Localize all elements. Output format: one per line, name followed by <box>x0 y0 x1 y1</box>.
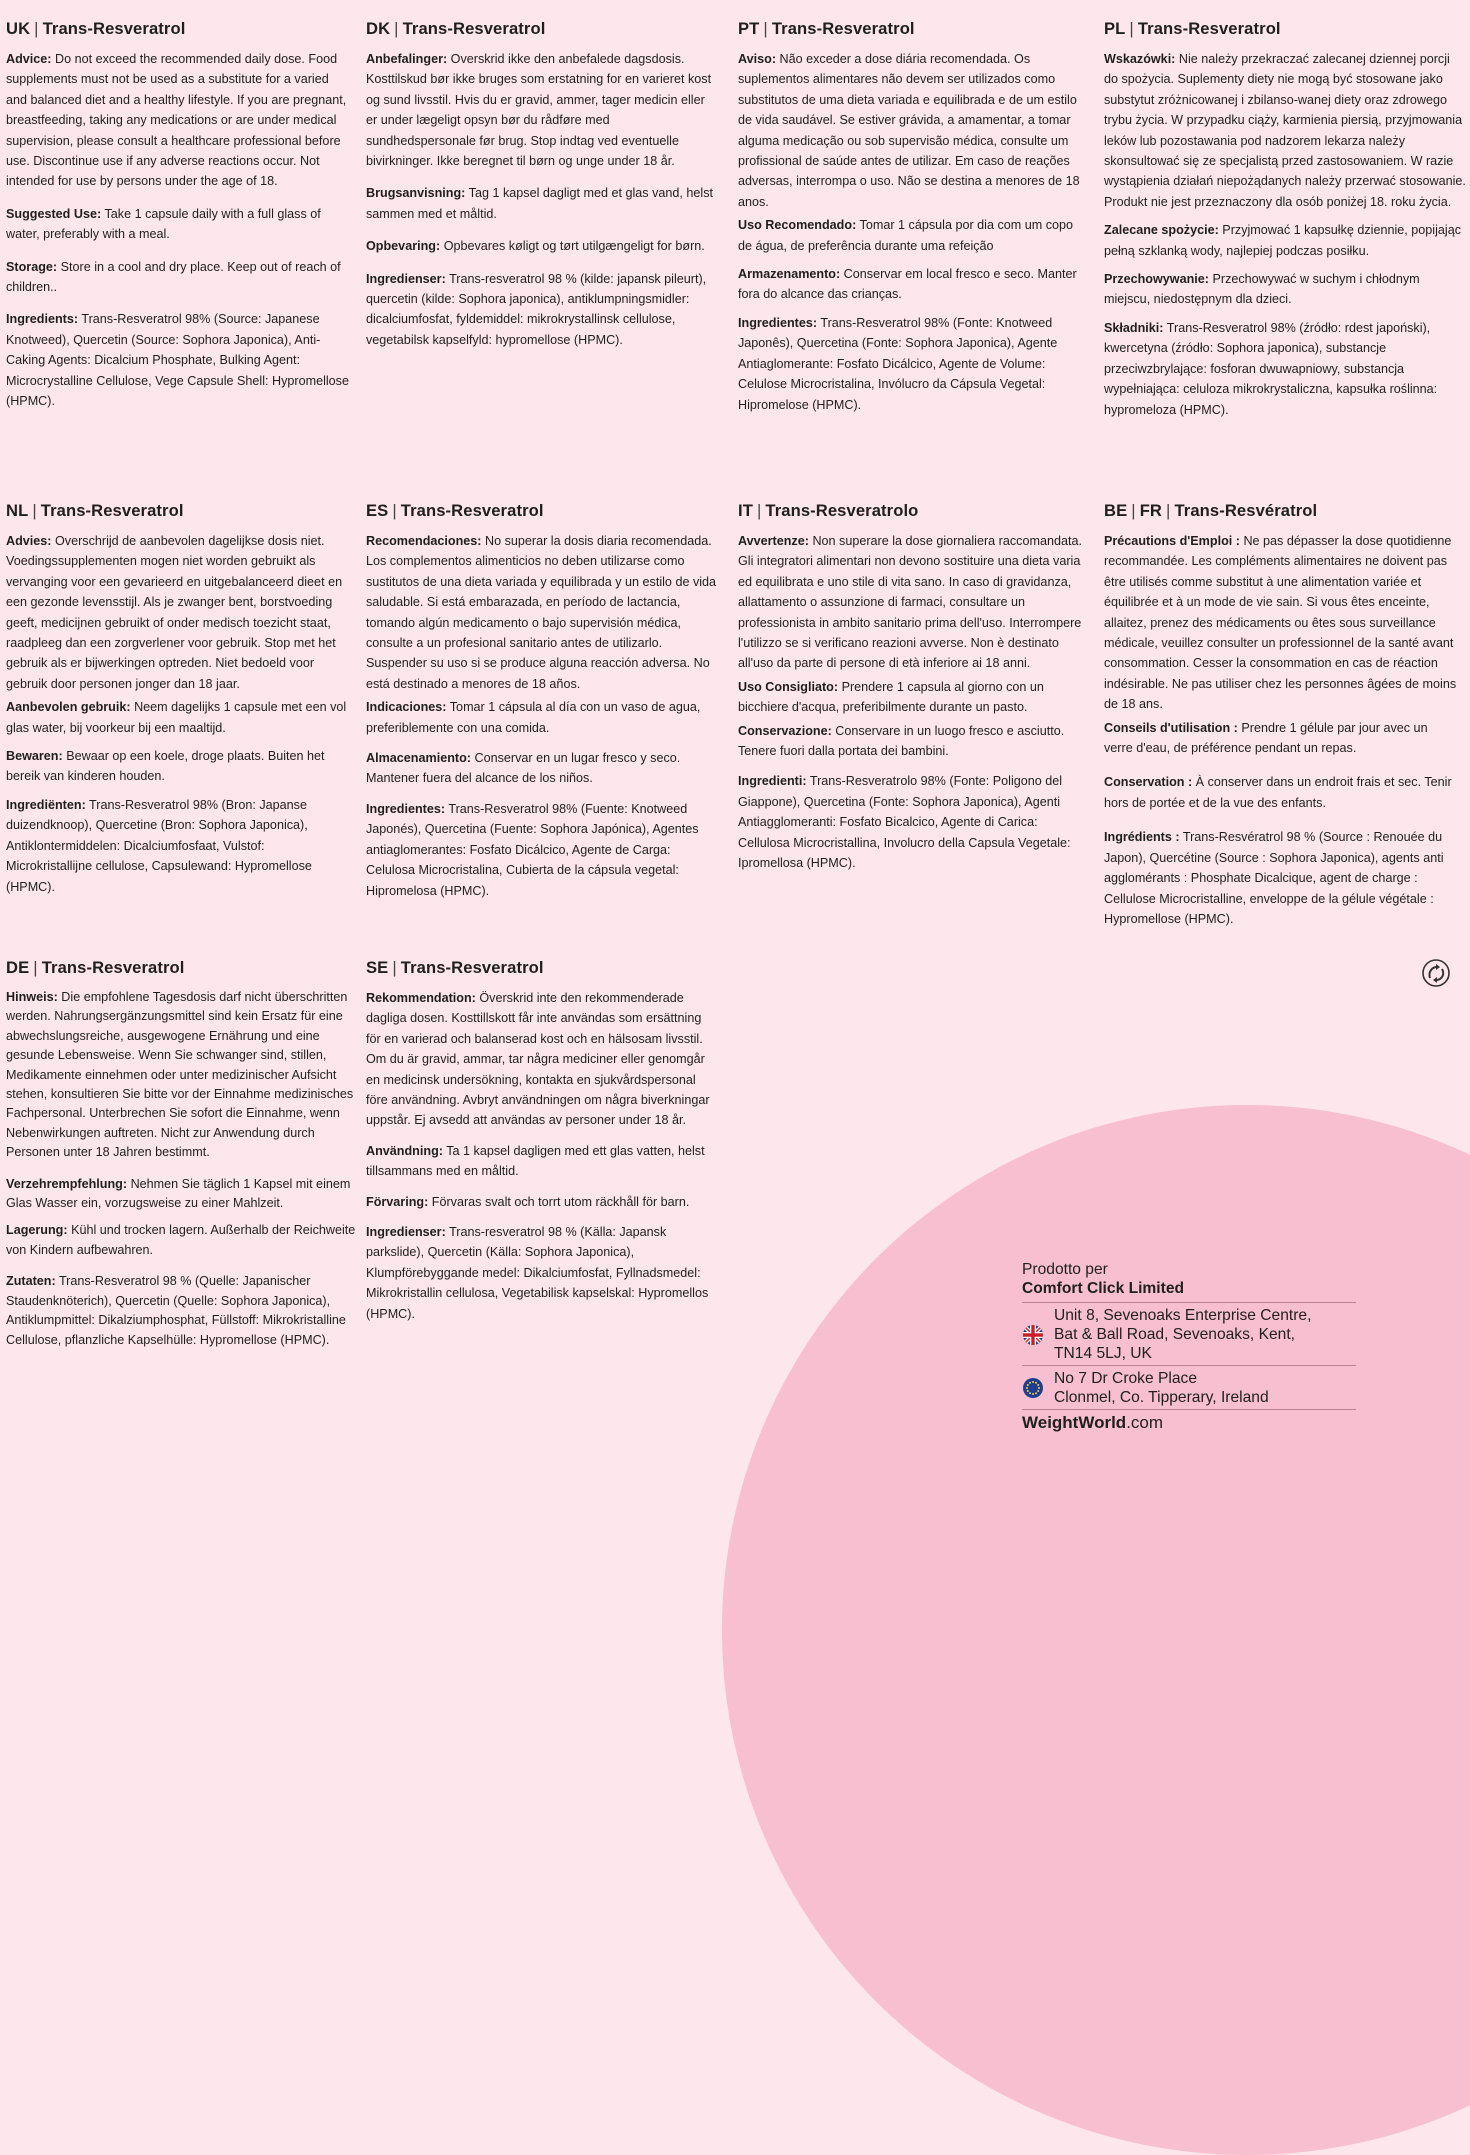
advice-text: Wskazówki: Nie należy przekraczać zalecanej dziennej porcji do spożycia. Suplementy diety nie mogą być stosowane jako substytut zróżnicowanej i zbilanso-wanej diety oraz zdrowego trybu życia. W przypadku ciąży, karmienia piersią, przyjmowania leków lub pozostawania pod nadzorem lekarza należy skonsultować się ze specjalistą przed zastosowaniem. W razie wystąpienia działań niepożądanych należy przerwać stosowanie. Produkt nie jest przeznaczony dla osób poniżej 18. roku życia. <box>1104 52 1466 209</box>
section-de <box>6 957 356 1358</box>
storage-text: Armazenamento: Conservar em local fresco e seco. Manter fora do alcance das crianças. <box>738 267 1077 302</box>
section-dk <box>366 18 716 358</box>
storage-text: Conservation : À conserver dans un endroit frais et sec. Tenir hors de portée et de la vue des enfants. <box>1104 775 1452 810</box>
section-it <box>738 500 1083 877</box>
section-pt <box>738 18 1080 418</box>
ingredients-text: Ingredientes: Trans-Resveratrol 98% (Fonte: Knotweed Japonês), Quercetina (Fonte: Sophora Japonica), Agente Antiaglomerante: Fosfato Dicálcico, Agente de Volume: Celulose Microcristalina, Invólucro da Cápsula Vegetal: Hipromelose (HPMC). <box>738 315 1058 412</box>
uk-flag-icon <box>1022 1324 1044 1346</box>
section-heading: PL | Trans-Resveratrol <box>1104 19 1281 38</box>
advice-text: Advice: Do not exceed the recommended daily dose. Food supplements must not be used as a substitute for a varied and balanced diet and a healthy lifestyle. If you are pregnant, breastfeeding, taking any medications or are under medical supervision, please consult a healthcare professional before use. Discontinue use if any adverse reactions occur. Not intended for use by persons under the age of 18. <box>6 52 347 189</box>
use-text: Användning: Ta 1 kapsel dagligen med ett glas vatten, helst tillsammans med en måltid. <box>366 1143 705 1179</box>
storage-text: Conservazione: Conservare in un luogo fresco e asciutto. Tenere fuori dalla portata dei bambini. <box>738 723 1065 759</box>
use-text: Suggested Use: Take 1 capsule daily with a full glass of water, preferably with a meal. <box>6 206 321 242</box>
storage-text: Opbevaring: Opbevares køligt og tørt utilgængeligt for børn. <box>366 239 705 254</box>
website: WeightWorld.com <box>1022 1409 1356 1432</box>
section-nl <box>6 500 351 900</box>
advice-text: Rekommendation: Överskrid inte den rekommenderade dagliga dosen. Kosttillskott får inte användas som ersättning för en varierad och balanserad kost och en hälsosam livsstil. Om du är gravid, ammar, tar några mediciner eller genomgår en medicinsk undersökning, kontakta en sjukvårdspersonal före användning. Avbryt användningen om några biverkningar uppstår. Ej avsedd att användas av personer under 18 år. <box>366 991 710 1128</box>
use-text: Uso Consigliato: Prendere 1 capsula al giorno con un bicchiere d'acqua, preferibilmente durante un pasto. <box>738 679 1044 715</box>
storage-text: Almacenamiento: Conservar en un lugar fresco y seco. Mantener fuera del alcance de los niños. <box>366 751 681 786</box>
advice-text: Recomendaciones: No superar la dosis diaria recomendada. Los complementos alimenticios no deben utilizarse como sustitutos de una dieta variada y equilibrada y un estilo de vida saludable. Si está embarazada, en período de lactancia, tomando algún medicamento o bajo supervisión médica, consulte a un profesional sanitario antes de utilizarlo. Suspender su uso si se produce alguna reacción adversa. No está destinado a menores de 18 años. <box>366 534 717 691</box>
advice-text: Anbefalinger: Overskrid ikke den anbefalede dagsdosis. Kosttilskud bør ikke bruges som erstatning for en varieret kost og sund livsstil. Hvis du er gravid, ammer, tager medicin eller er under lægeligt opsyn bør du rådføre med sundhedspersonale før brug. Stop indtag ved eventuelle bivirkninger. Ikke beregnet til børn og unge under 18 år. <box>366 52 712 169</box>
eu-flag-icon <box>1022 1377 1044 1399</box>
ingredients-text: Ingredients: Trans-Resveratrol 98% (Source: Japanese Knotweed), Quercetin (Source: Sophora Japonica), Anti-Caking Agents: Dicalcium Phosphate, Bulking Agent: Microcrystalline Cellulose, Vege Capsule Shell: Hypromellose (HPMC). <box>6 312 349 409</box>
section-heading: UK | Trans-Resveratrol <box>6 19 186 38</box>
advice-text: Advies: Overschrijd de aanbevolen dagelijkse dosis niet. Voedingssupplementen mogen niet worden gebruikt als vervanging voor een gevarieerd en uitgebalanceerd dieet en een gezonde levensstijl. Als je zwanger bent, borstvoeding geeft, medicijnen gebruikt of onder medisch toezicht staat, raadpleeg dan een zorgverlener voor gebruik. Stop met het gebruik als er bijwerkingen optreden. Niet bedoeld voor gebruik door personen jonger dan 18 jaar. <box>6 534 343 691</box>
storage-text: Bewaren: Bewaar op een koele, droge plaats. Buiten het bereik van kinderen houden. <box>6 749 325 784</box>
use-text: Conseils d'utilisation : Prendre 1 gélule par jour avec un verre d'eau, de préférence pendant un repas. <box>1104 720 1428 756</box>
section-befr <box>1104 500 1458 932</box>
ingredients-text: Ingredientes: Trans-Resveratrol 98% (Fuente: Knotweed Japonés), Quercetina (Fuente: Sophora Japónica), Agentes antiaglomerantes: Fosfato Dicálcico, Agente de Carga: Celulosa Microcristalina, Cubierta de la cápsula vegetal: Hipromelosa (HPMC). <box>366 801 699 898</box>
made-by-label: Prodotto per <box>1022 1261 1108 1278</box>
ingredients-text: Ingredienti: Trans-Resveratrolo 98% (Fonte: Poligono del Giappone), Quercetina (Fonte: Sophora Japonica), Agenti Antiagglomeranti: Fosfato Bicalcico, Agente di Carica: Cellulosa Microcristallina, Involucro della Capsula Vegetale: Ipromellosa (HPMC). <box>738 774 1071 871</box>
section-heading: NL | Trans-Resveratrol <box>6 501 184 520</box>
company-name: Comfort Click Limited <box>1022 1280 1185 1297</box>
section-heading: DK | Trans-Resveratrol <box>366 19 546 38</box>
section-es <box>366 500 722 904</box>
advice-text: Précautions d'Emploi : Ne pas dépasser la dose quotidienne recommandée. Les compléments alimentaires ne doivent pas être utilisés comme substitut à une alimentation variée et équilibrée et à un mode de vie sain. Si vous êtes enceinte, allaitez, prenez des médicaments ou êtes sous surveillance médicale, veuillez consulter un professionnel de la santé avant consommation. Cesser la consommation en cas de réaction indésirable. Ne pas utiliser chez les personnes âgées de moins de 18 ans. <box>1104 534 1457 712</box>
ingredients-text: Ingredienser: Trans-resveratrol 98 % (kilde: japansk pileurt), quercetin (kilde: Sophora japonica), antiklumpningsmidler: dicalciumfosfat, fyldemiddel: mikrokrystallinsk cellulose, vegetabilsk kapselfyld: hypromellose (HPMC). <box>366 271 707 347</box>
storage-text: Storage: Store in a cool and dry place. Keep out of reach of children.. <box>6 259 341 295</box>
use-text: Uso Recomendado: Tomar 1 cápsula por dia com um copo de água, de preferência durante uma refeição <box>738 218 1074 253</box>
section-pl <box>1104 18 1466 428</box>
advice-text: Aviso: Não exceder a dose diária recomendada. Os suplementos alimentares não devem ser utilizados como substitutos de uma dieta variada e equilibrada e de um estilo de vida saudável. Se estiver grávida, a amamentar, a tomar alguma medicação ou sob supervisão médica, consulte um profissional de saúde antes de utilizar. Em caso de reações adversas, interrompa o uso. Não se destina a menores de 18 anos. <box>738 52 1080 209</box>
ie-address: No 7 Dr Croke Place Clonmel, Co. Tipperary, Ireland <box>1022 1365 1356 1409</box>
recycle-icon <box>1421 958 1451 993</box>
storage-text: Przechowywanie: Przechowywać w suchym i chłodnym miejscu, niedostępnym dla dzieci. <box>1104 272 1420 307</box>
advice-text: Hinweis: Die empfohlene Tagesdosis darf nicht überschritten werden. Nahrungsergänzungsmittel sind kein Ersatz für eine abwechslungsreiche, ausgewogene Ernährung und eine gesunde Lebensweise. Wenn Sie schwanger sind, stillen, Medikamente einnehmen oder unter medizinischer Aufsicht stehen, konsultieren Sie bitte vor der Einnahme medizinisches Fachpersonal. Unterbrechen Sie sofort die Einnahme, wenn Nebenwirkungen auftreten. Nicht zur Anwendung durch Personen unter 18 Jahren bestimmt. <box>6 990 354 1160</box>
company-info <box>1022 1260 1356 1432</box>
section-heading: ES | Trans-Resveratrol <box>366 501 544 520</box>
section-se <box>366 957 718 1332</box>
use-text: Verzehrempfehlung: Nehmen Sie täglich 1 Kapsel mit einem Glas Wasser ein, vorzugsweise zu einer Mahlzeit. <box>6 1176 351 1211</box>
advice-text: Avvertenze: Non superare la dose giornaliera raccomandata. Gli integratori alimentari non devono sostituire una dieta varia ed equilibrata e uno stile di vita sano. In caso di gravidanza, allattamento o assunzione di farmaci, consultare un professionista in ambito sanitario prima dell'uso. Interrompere l'utilizzo se si verificano reazioni avverse. Non è destinato all'uso da parte di persone di età inferiore ai 18 anni. <box>738 534 1082 671</box>
use-text: Zalecane spożycie: Przyjmować 1 kapsułkę dziennie, popijając pełną szklanką wody, najlepiej podczas posiłku. <box>1104 223 1462 258</box>
use-text: Indicaciones: Tomar 1 cápsula al día con un vaso de agua, preferiblemente con una comida. <box>366 700 701 735</box>
ingredients-text: Składniki: Trans-Resveratrol 98% (źródło: rdest japoński), kwercetyna (źródło: Sophora japonica), substancje przeciwzbrylające: fosforan dwuwapniowy, substancja wypełniająca: celuloza mikrokrystaliczna, kapsułka roślinna: hypromeloza (HPMC). <box>1104 320 1438 417</box>
storage-text: Lagerung: Kühl und trocken lagern. Außerhalb der Reichweite von Kindern aufbewahren. <box>6 1223 356 1257</box>
section-heading: IT | Trans-Resveratrolo <box>738 501 919 520</box>
section-uk <box>6 18 351 420</box>
section-heading: SE | Trans-Resveratrol <box>366 958 544 977</box>
use-text: Brugsanvisning: Tag 1 kapsel dagligt med et glas vand, helst sammen med et måltid. <box>366 186 713 221</box>
ingredients-text: Zutaten: Trans-Resveratrol 98 % (Quelle: Japanischer Staudenknöterich), Quercetin (Quelle: Sophora Japonica), Antiklumpmittel: Dikalziumphosphat, Füllstoff: Mikrokristalline Cellulose, pflanzliche Kapselhülle: Hypromellose (HPMC). <box>6 1274 346 1347</box>
section-heading: BE | FR | Trans-Resvératrol <box>1104 501 1318 520</box>
storage-text: Förvaring: Förvaras svalt och torrt utom räckhåll för barn. <box>366 1194 690 1209</box>
uk-address: Unit 8, Sevenoaks Enterprise Centre, Bat & Ball Road, Sevenoaks, Kent, TN14 5LJ, UK <box>1022 1302 1356 1365</box>
ingredients-text: Ingrediënten: Trans-Resveratrol 98% (Bron: Japanse duizendknoop), Quercetine (Bron: Sophora Japonica), Antiklontermiddelen: Dicalciumfosfaat, Vulstof: Microkristallijne cellulose, Capsulewand: Hypromellose (HPMC). <box>6 797 312 894</box>
section-heading: PT | Trans-Resveratrol <box>738 19 915 38</box>
use-text: Aanbevolen gebruik: Neem dagelijks 1 capsule met een vol glas water, bij voorkeur bij een maaltijd. <box>6 700 347 735</box>
ingredients-text: Ingrédients : Trans-Resvératrol 98 % (Source : Renouée du Japon), Quercétine (Source : Sophora Japonica), agents anti agglomérants : Phosphate Dicalcique, agent de charge : Cellulose Microcristalline, enveloppe de la gélule végétale : Hypromellose (HPMC). <box>1104 830 1444 926</box>
ingredients-text: Ingredienser: Trans-resveratrol 98 % (Källa: Japansk parkslide), Quercetin (Källa: Sophora Japonica), Klumpförebyggande medel: Dikalciumfosfat, Fyllnadsmedel: Mikrokristallin cellulosa, Vegetabilisk kapselskal: Hypromellos (HPMC). <box>366 1225 709 1321</box>
section-heading: DE | Trans-Resveratrol <box>6 958 185 977</box>
